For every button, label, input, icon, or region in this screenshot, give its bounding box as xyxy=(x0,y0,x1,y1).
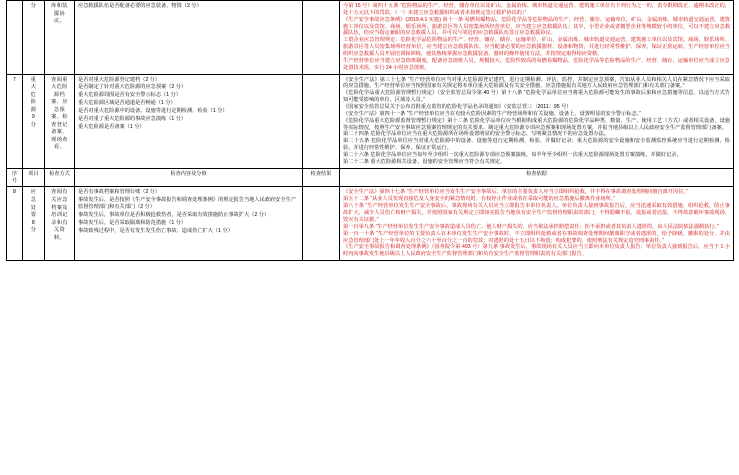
row1-result xyxy=(303,1,340,75)
row3-result xyxy=(303,187,340,261)
table-header-row xyxy=(7,168,734,187)
row2-basis-p5: 第二十四条 危险化学品单位应当在重大危险源所在场所设置明显的安全警示标志，写明紧急情况下的应急处置办法。 xyxy=(343,131,610,138)
row2-method xyxy=(45,74,75,168)
row3-method xyxy=(45,187,75,261)
row2-basis-p2: 《国家安全监管总局关于公布首批重点监管的危险化学品名录的通知》（安监总管三〔2011〕95 号） xyxy=(343,104,572,111)
row3-content-item-0: 是否有事故档案和管理台账（2 分） xyxy=(78,189,161,196)
row2-basis-p6: 第二十五条 危险化学品单位应当对重大危险源中的设备、设施等进行定期检测、检验，并做好记录；重大危险源的安全设施和安全监测监控系统应当进行定期检测、检验，并进行经常性维护、保养，保证正常运行。 xyxy=(343,138,730,152)
row2-item xyxy=(23,74,45,168)
header-seq: 序号 xyxy=(7,168,23,187)
row1-basis-p3: 生产经营单位应当建立应急值班制度，配备应急值班人员。规模较大、危险性较高的易燃易爆物品、危险化学品等危险物品的生产、经营、储存、运输单位应当成立应急处置技术组，实行 24 小时应急值班。 xyxy=(343,57,730,71)
row1-method-text1: 库和装 xyxy=(51,3,68,9)
table-row xyxy=(7,187,734,261)
row1-basis-p1: 《生产安全事故应急条例》(2019.4.1 实施) 第十一条 易燃易爆物品、危险化学品等危险物品的生产、经营、储存、运输单位，矿山、金属冶炼、城市轨道交通运营、建筑施工单位以及宾馆、商场、娱乐场所、旅游景区等人员密集场所经营单位，应当建立应急救援队伍；其中，小型企业或者微型企业等规模较小的单位，可以不建立应急救援队伍，但应当指定兼职的应急救援人员，并可以与邻近的应急救援队伍签订应急救援协议。 xyxy=(343,16,730,37)
row1-content xyxy=(75,1,303,75)
row2-basis-p0: 《安全生产法》第三十七条 “生产经营单位应当对重大危险源登记建档，进行定期检测、评估、监控，并制定应急预案，告知从业人员和相关人员在紧急情况下应当采取的应急措施。生产经营单位应当按照国家有关规定将本单位重大危险源及有关安全措施、应急措施报有关地方人民政府应急管理部门和有关部门备案。” xyxy=(343,76,730,90)
row1-seq xyxy=(7,1,23,75)
row1-basis-p2: 工贸企业应急管理规定：危险化学品危险物品的生产、经营、储存、储存、运输单位，矿山、金属冶炼、城市轨道交通运营、建筑施工单位以及宾馆、商场、娱乐场所、旅游景区等人员密集场所经营单位，应当建立应急救援队伍。应当配备必要的应急救援器材、设备和物资，并进行经常性维护、保养，保证正常运转。生产经营单位应当组织应急救援人员开展培训和训练，使其熟练掌握应急救援装备、器材的操作使用方法，并按规定取得相应资格。 xyxy=(343,37,730,58)
row3-content-item-3: 事故发生后，是否采取隔离和防范措施（1 分） xyxy=(78,219,187,226)
header-result: 检查结果 xyxy=(303,168,340,187)
row2-content-item-6: 重大危险源是否备案（1 分） xyxy=(78,123,145,130)
row2-basis-p8: 第二十二条 重大危险源相关设备、设施的安全管理应当符合有关规定。 xyxy=(343,158,506,165)
row1-content-item-0: 应急救援队伍是否配备必要的应急装备、物资（2 分） xyxy=(78,3,202,9)
row3-content-item-1: 事故发生后，是否按照《生产安全事故报告和调查处理条例》的规定报告当地人民政府安全生产监督管理部门和有关部门（2 分） xyxy=(78,197,296,211)
row3-content-item-2: 事故发生后，事故单位是否积极抢救伤者，是否采取有效措施防止事故扩大（2 分） xyxy=(78,212,270,219)
row1-method xyxy=(45,1,75,75)
table-row xyxy=(7,74,734,168)
row2-content-item-0: 是否对重大危险源登记建档（2 分） xyxy=(78,76,161,83)
row2-score-note: 9 分 xyxy=(30,114,37,128)
row3-basis-p1: 第五十二条 “从业人员发现直接危及人身安全的紧急情况时，有权停止作业或者在采取可能的应急措施后撤离作业场所。” xyxy=(343,196,616,203)
header-basis: 检查依据 xyxy=(340,168,734,187)
row3-content-item-4: 事故致残过程中，是否有发生发生伤亡事故、造成伤亡扩大（1 分） xyxy=(78,227,233,234)
row3-basis-p0: 《安全生产法》第四十七条 “生产经营单位应当发生生产安全事故后，单位的主要负责人应当立即组织抢救，并不得在事故调查处理期间擅自离开岗位。” xyxy=(343,189,688,196)
row2-result xyxy=(303,74,340,168)
row3-basis xyxy=(340,187,734,261)
row2-content-item-4: 是否对重大危险源中的设备、设施等进行定期检测、检验（1 分） xyxy=(78,108,228,115)
row2-content-item-5: 是否对重了重大危险源的事故应急演练（1 分） xyxy=(78,115,187,122)
row3-basis-p3: 第一百零九条 “生产经营单位发生生产安全事故造成人员伤亡、他人财产损失的，应当依法承担赔偿责任；拒不承担或者其负责人逃匿的，由人民法院依法强制执行。” xyxy=(343,223,719,230)
row2-basis-p4: 《危险化学品重大危险源监督管理暂行规定》第十二条 危险化学品单位应当根据构成重大危险源的危险化学品种类、数量、生产、使用工艺（方式）或者相关设备、设施等实际情况，按照生产安全事故应急预案管理规定的有关要求，制定重大危险源专项应急预案和现场处置方案，并报当地县级以上人民政府安全生产监督管理部门备案。 xyxy=(343,117,730,131)
table-row xyxy=(7,1,734,75)
row3-basis-p4: 第一百一十条 “生产经营单位的主要负责人在本单位发生生产安全事故时，不立即组织抢救或者在事故调查处理期间擅离职守或者逃匿的，给予降级、撤职的处分，并由应急管理部门处上一年年收入百分之六十至百分之一百的罚款；对逃匿的处十五日以下拘留；构成犯罪的，依照刑法有关规定追究刑事责任。” xyxy=(343,230,730,244)
row3-basis-p5: 《生产安全事故报告和调查处理条例》（国务院令第 493 号）第九条 事故发生后，事故现场有关人员应当立即向本单位负责人报告；单位负责人接到报告后，应当于 1 小时内向事故发生地县级以上人民政府安全生产监督管理部门和负有安全生产监督管理职责的有关部门报告。 xyxy=(343,244,730,258)
row2-seq: 7 xyxy=(7,74,23,168)
header-content: 检查内容及分值 xyxy=(75,168,303,187)
row2-content-item-3: 重大危险源区域是否通道是否畅通（1 分） xyxy=(78,100,176,107)
row3-item xyxy=(23,187,45,261)
row2-basis-p3: 《安全生产法》第四十一条 “生产经营单位应当在有较大危险因素的生产经营场所和有关设施、设备上，设置明显的安全警示标志。” xyxy=(343,110,641,117)
row2-content-item-2: 重大危险源周围是否有安全警示标志（1 分） xyxy=(78,92,181,99)
header-method: 检查方式 xyxy=(45,168,75,187)
row3-method-text: 查阅有关应急档案及培训记录和有关资料。 xyxy=(51,189,68,241)
row2-category: 重大危险源 xyxy=(30,76,37,113)
row3-content xyxy=(75,187,303,261)
row3-category: 应急处置 xyxy=(30,189,37,219)
header-item: 项目 xyxy=(23,168,45,187)
row2-content-item-1: 是否制定了针对重大危险源的应急预案（2 分） xyxy=(78,84,187,91)
row2-basis xyxy=(340,74,734,168)
row2-basis-p1: 《危险化学品重大危险源管理暂行规定》（安全监管总局令第 40 号）第十八条 “危险化学品单位应当将重大危险源可能发生的事故后果和应急措施等信息，以适当方式告知可能受影响的单位、区域及人员。” xyxy=(343,90,730,104)
row1-basis xyxy=(340,1,734,75)
inspection-table xyxy=(6,0,734,261)
row2-method-text: 查阅重大危险源档案、应急预案、检查登记备案、现场查看。 xyxy=(51,76,68,151)
row1-item xyxy=(23,1,45,75)
row1-basis-p0: 今第 15 号）第四十五条 “危险物品的生产、经营、储存单位以及矿山、金属冶炼、城市轨道交通运营、建筑施工单位有下列行为之一的，责令限期改正，逾期未改正的，处十万元以下的罚款，（一）未建立应急救援组织或者未按规定签订救护协议的；” xyxy=(343,3,730,16)
row2-basis-p7: 第二十六条 危险化学品单位应当每年至少组织一次重大危险源专项应急预案演练，每半年至少组织一次重大危险源现场处置方案演练，并做好记录。 xyxy=(343,152,682,159)
row3-score-note: 8 分 xyxy=(30,219,37,234)
row1-method-text2: 援协议。 xyxy=(53,10,66,25)
row2-content xyxy=(75,74,303,168)
row3-seq: 8 xyxy=(7,187,23,261)
row3-basis-p2: 第八十条 “生产经营单位发生生产安全事故后，事故现场有关人员应当立即报告本单位负责人。单位负责人接到事故报告后，应当迅速采取有效措施，组织抢救，防止事故扩大，减少人员伤亡和财产损失，并按照国家有关规定立即如实报告当地负有安全生产监督管理职责的部门，不得隐瞒不报、谎报或者迟报，不得故意破坏事故现场、毁灭有关证据。” xyxy=(343,203,730,223)
row1-score-note: 分 xyxy=(30,3,37,9)
